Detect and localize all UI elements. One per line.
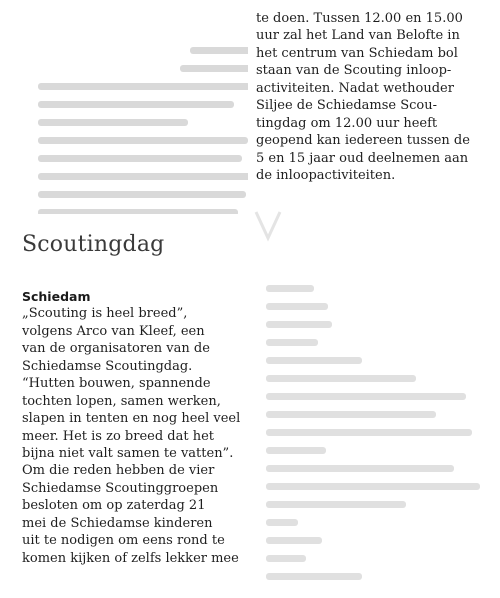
bleed-through-texture-left: [30, 41, 248, 214]
article-column-right: [256, 10, 488, 184]
body-line: geopend kan iedereen tussen de: [256, 133, 470, 149]
body-line: uit te nodigen om eens rond te: [22, 533, 225, 549]
body-line: activiteiten. Nadat wethouder: [256, 80, 454, 96]
bleed-through-text-right: [256, 262, 486, 582]
article-column-left: [22, 288, 254, 567]
body-line: van de organisatoren van de: [22, 341, 210, 357]
bleed-through-heading: [254, 208, 294, 250]
body-line: tingdag om 12.00 uur heeft: [256, 115, 438, 131]
article-heading: Scoutingdag: [22, 232, 165, 257]
body-line: het centrum van Schiedam bol: [256, 45, 458, 61]
bleed-through-texture-right: [264, 279, 486, 582]
body-line: mei de Schiedamse kinderen: [22, 515, 213, 531]
body-line: Om die reden hebben de vier: [22, 463, 215, 479]
body-line: uur zal het Land van Belofte in: [256, 28, 460, 44]
body-line: Siljee de Schiedamse Scou-: [256, 98, 438, 114]
body-line: slapen in tenten en nog heel veel: [22, 411, 241, 427]
bleed-through-text-left: [22, 24, 248, 214]
body-line: bijna niet valt samen te vatten”.: [22, 445, 234, 461]
body-line: 5 en 15 jaar oud deelnemen aan: [256, 150, 469, 166]
body-line: staan van de Scouting inloop-: [256, 63, 452, 79]
body-line: “Hutten bouwen, spannende: [22, 376, 211, 392]
body-line: tochten lopen, samen werken,: [22, 393, 221, 409]
body-line: besloten om op zaterdag 21: [22, 498, 206, 514]
dateline: Schiedam: [22, 289, 91, 304]
body-line: Schiedamse Scoutinggroepen: [22, 480, 219, 496]
body-line: de inloopactiviteiten.: [256, 167, 396, 183]
body-line: „Scouting is heel breed”,: [22, 306, 188, 322]
body-line: komen kijken of zelfs lekker mee: [22, 550, 239, 566]
body-line: Schiedamse Scoutingdag.: [22, 358, 193, 374]
body-line: meer. Het is zo breed dat het: [22, 428, 215, 444]
body-line: volgens Arco van Kleef, een: [22, 323, 205, 339]
body-line: te doen. Tussen 12.00 en 15.00: [256, 11, 463, 26]
bleed-through-glyph: [254, 208, 294, 242]
